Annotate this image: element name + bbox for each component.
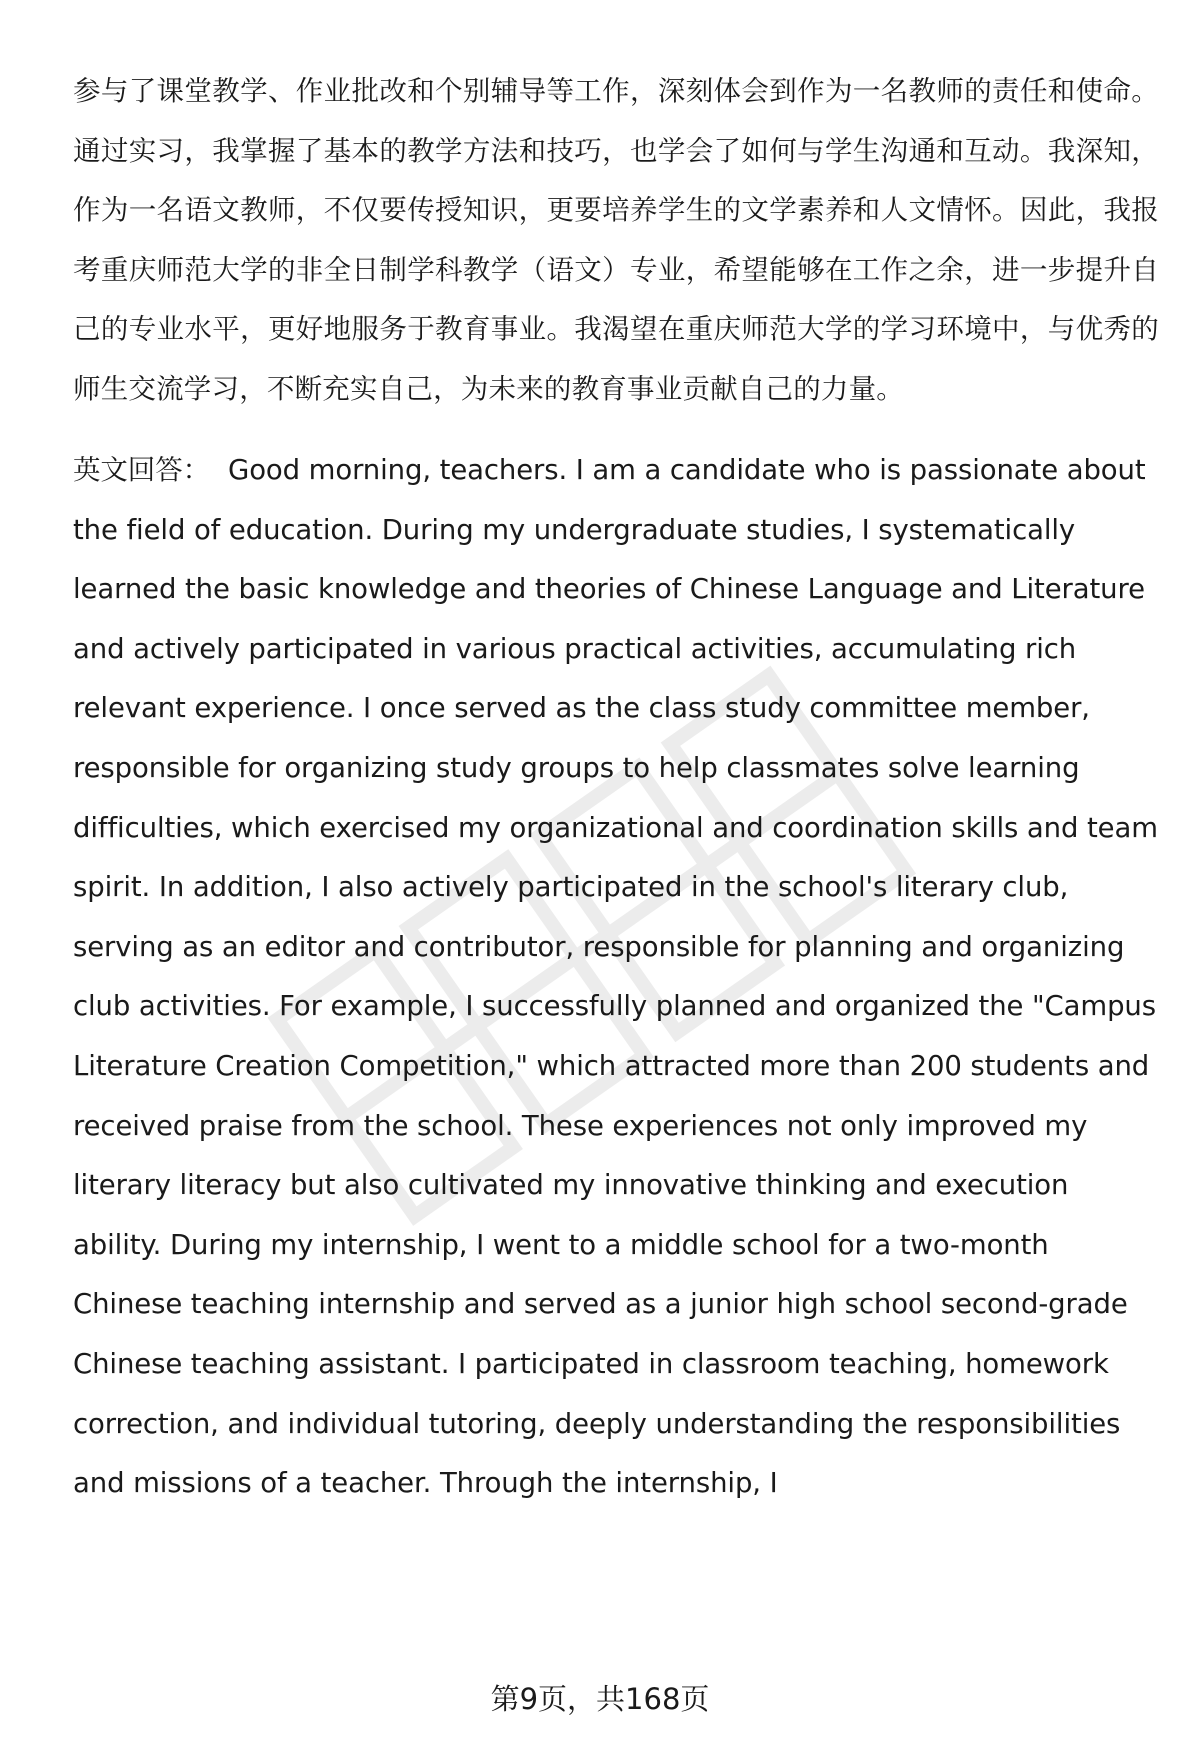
chinese-paragraph: 参与了课堂教学、作业批改和个别辅导等工作，深刻体会到作为一名教师的责任和使命。通过实习，我掌握了基本的教学方法和技巧，也学会了如何与学生沟通和互动。我深知，作为一名语文教师，不仅要传授知识，更要培养学生的文学素养和人文情怀。因此，我报考重庆师范大学的非全日制学科教学（语文）专业，希望能够在工作之余，进一步提升自己的专业水平，更好地服务于教育事业。我渴望在重庆师范大学的学习环境中，与优秀的师生交流学习，不断充实自己，为未来的教育事业贡献自己的力量。: [73, 75, 1159, 405]
english-answer-label: 英文回答：: [73, 454, 210, 486]
page-number-footer: 第9页，共168页: [490, 1682, 710, 1716]
document-body: [73, 62, 1159, 1514]
english-paragraph-block: [73, 441, 1159, 1514]
english-paragraph: Good morning, teachers. I am a candidate who is passionate about the field of education. During my undergraduate studies, I systematically learned the basic knowledge and theories of Chinese Language and Literature and actively participated in various practical activities, accumulating rich relevant experience. I once served as the class study committee member, responsible for organizing study groups to help classmates solve learning difficulties, which exercised my organizational and coordination skills and team spirit. In addition, I also actively participated in the school's literary club, serving as an editor and contributor, responsible for planning and organizing club activities. For example, I successfully planned and organized the "Campus Literature Creation Competition," which attracted more than 200 students and received praise from the school. These experiences not only improved my literary literacy but also cultivated my innovative thinking and execution ability. During my internship, I went to a middle school for a two-month Chinese teaching internship and served as a junior high school second-grade Chinese teaching assistant. I participated in classroom teaching, homework correction, and individual tutoring, deeply understanding the responsibilities and missions of a teacher. Through the internship, I: [73, 454, 1158, 1500]
